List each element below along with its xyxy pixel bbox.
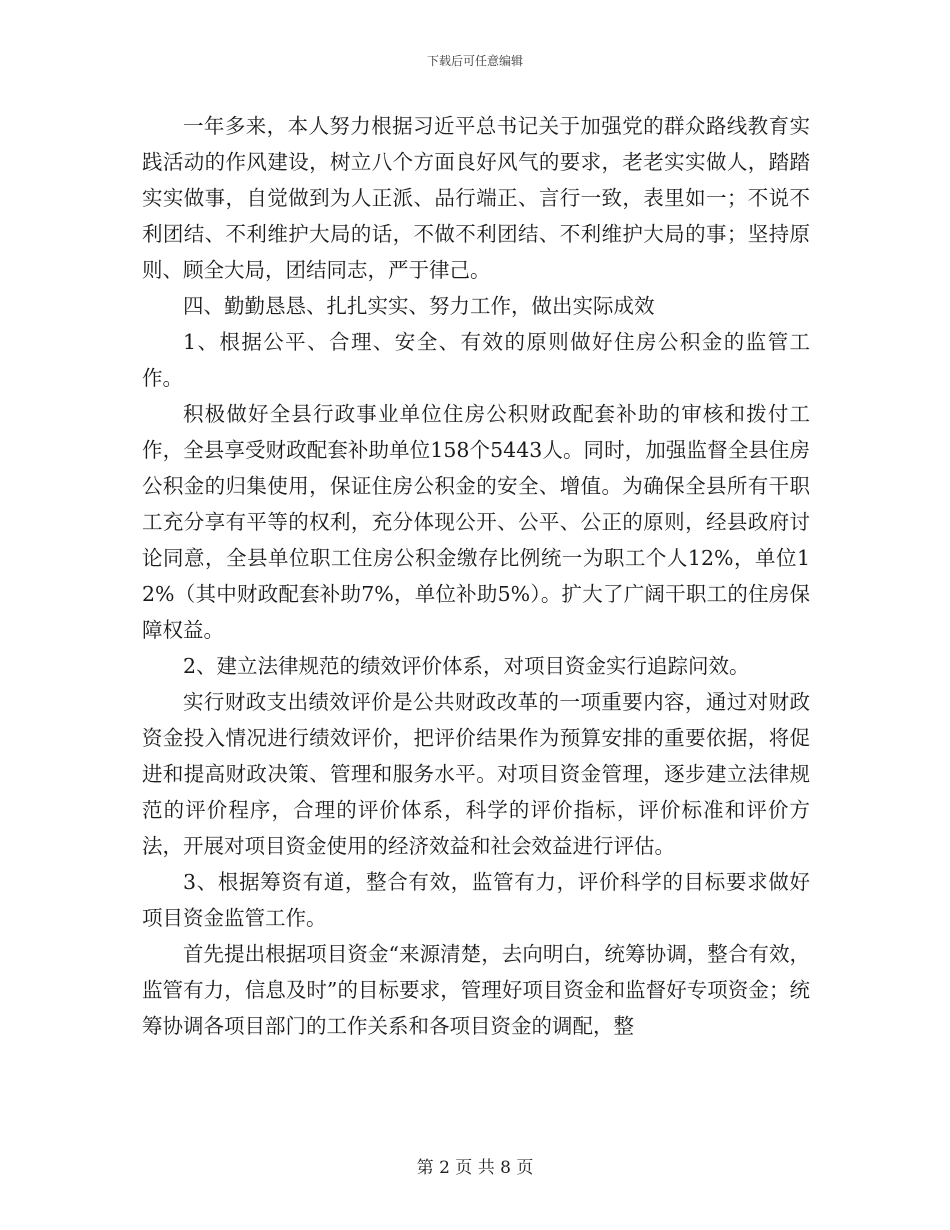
section-heading: 四、勤勤恳恳、扎扎实实、努力工作，做出实际成效: [183, 294, 655, 318]
paragraph-performance-evaluation: 实行财政支出绩效评价是公共财政改革的一项重要内容，通过对财政资金投入情况进行绩效评价，把评价结果作为预算安排的重要依据，将促进和提高财政决策、管理和服务水平。对项目资金管理，逐步建立法律规范的评价程序，合理的评价体系，科学的评价指标，评价标准和评价方法，开展对项目资金使用的经济效益和社会效益进行评估。: [142, 690, 810, 858]
paragraph-style-work: 一年多来，本人努力根据习近平总书记关于加强党的群众路线教育实践活动的作风建设，树立八个方面良好风气的要求，老老实实做人，踏踏实实做事，自觉做到为人正派、品行端正、言行一致，表里如一；不说不利团结、不利维护大局的话，不做不利团结、不利维护大局的事；坚持原则、顾全大局，团结同志，严于律己。: [142, 114, 810, 282]
paragraph-housing-fund: 积极做好全县行政事业单位住房公积财政配套补助的审核和拨付工作，全县享受财政配套补助单位158个5443人。同时，加强监督全县住房公积金的归集使用，保证住房公积金的安全、增值。为确保全县所有干职工充分享有平等的权利，充分体现公开、公平、公正的原则，经县政府讨论同意，全县单位职工住房公积金缴存比例统一为职工个人12%，单位12%（其中财政配套补助7%，单位补助5%）。扩大了广阔干职工的住房保障权益。: [142, 402, 810, 642]
item-heading-1: 1、根据公平、合理、安全、有效的原则做好住房公积金的监管工作。: [142, 330, 810, 390]
item-heading-3: 3、根据筹资有道，整合有效，监管有力，评价科学的目标要求做好项目资金监管工作。: [142, 870, 810, 930]
document-body: [142, 108, 810, 1044]
paragraph-project-funds: 首先提出根据项目资金“来源清楚，去向明白，统筹协调，整合有效，监管有力，信息及时”的目标要求，管理好项目资金和监督好专项资金；统筹协调各项目部门的工作关系和各项目资金的调配，整: [142, 942, 810, 1038]
page-number-footer: 第 2 页 共 8 页: [416, 1158, 534, 1178]
item-heading-2: 2、建立法律规范的绩效评价体系，对项目资金实行追踪问效。: [183, 654, 750, 678]
page-header: 下载后可任意编辑: [426, 54, 523, 68]
